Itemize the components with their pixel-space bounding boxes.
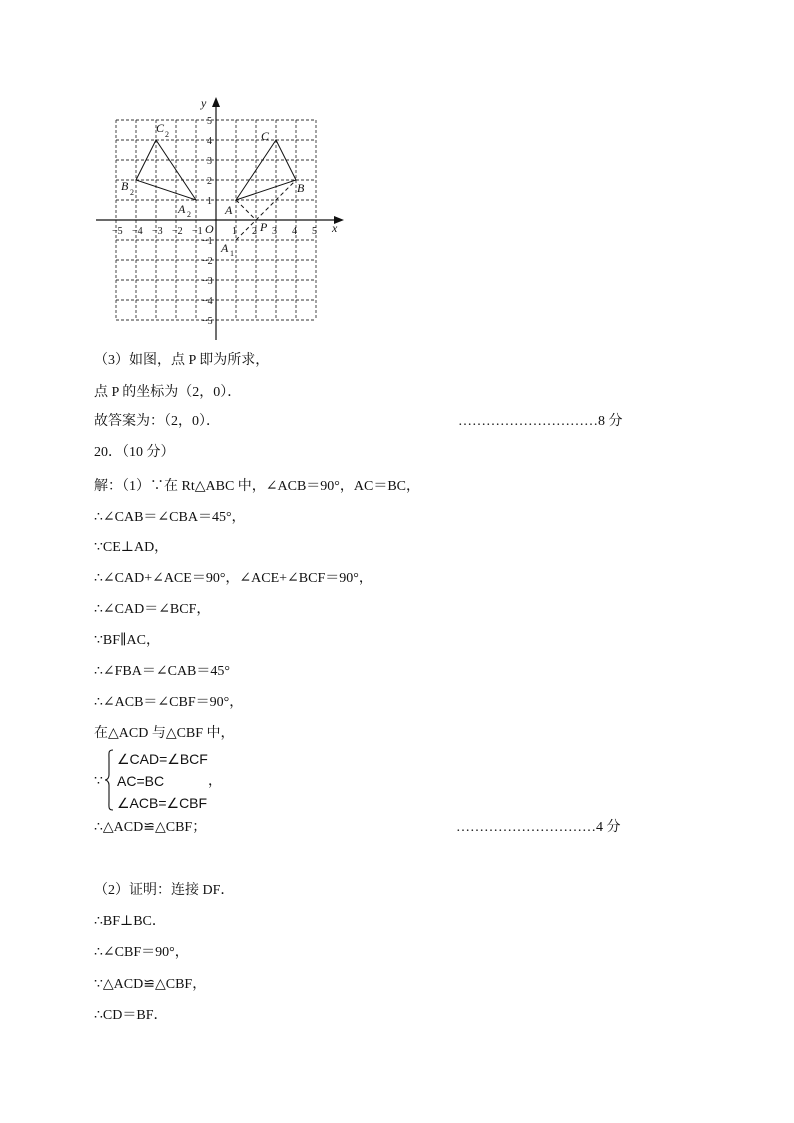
x-tick-label: −1 (192, 226, 203, 237)
point-label-a1-sub: 1 (230, 249, 234, 258)
y-tick-label: 4 (207, 136, 212, 147)
point-label-a: A (225, 203, 233, 217)
point-label-a1: A (221, 241, 229, 255)
text-line: ∴∠ACB＝∠CBF＝90°， (94, 695, 244, 710)
system-tail: ， (208, 774, 222, 789)
text-line: 故答案为：（2，0）． (94, 414, 220, 429)
point-label-a2: A (178, 202, 186, 216)
y-tick-label: 5 (207, 116, 212, 127)
y-tick-label: 2 (207, 176, 212, 187)
x-tick-label: 1 (232, 226, 237, 237)
because-symbol: ∵ (94, 774, 103, 789)
y-axis-arrow (212, 97, 220, 107)
text-line: ∴∠CAD＝∠BCF， (94, 602, 211, 617)
x-tick-label: 5 (312, 226, 317, 237)
system-row: ∠CAD=∠BCF (117, 751, 208, 767)
point-label-a2-sub: 2 (187, 210, 191, 219)
y-tick-label: −3 (202, 276, 213, 287)
origin-label: O (205, 222, 214, 236)
triangle-a2b2c2 (136, 140, 196, 200)
dashed-a-p (236, 200, 256, 220)
x-tick-label: 2 (252, 226, 257, 237)
x-tick-label: 3 (272, 226, 277, 237)
text-line: ∴△ACD≌△CBF； (94, 820, 207, 835)
text-line: ∴∠CBF＝90°， (94, 945, 189, 960)
text-line: （2）证明：连接 DF． (94, 883, 235, 898)
point-label-c2: C (156, 121, 165, 135)
question-number: 20．（10 分） (94, 445, 175, 460)
system-row: AC=BC (117, 773, 165, 789)
x-tick-label: −3 (152, 226, 163, 237)
text-line: ∵△ACD≌△CBF， (94, 977, 207, 992)
score-mark: …………………………8 分 (458, 414, 623, 429)
x-axis-label: x (332, 221, 338, 235)
y-tick-label: −1 (202, 236, 213, 247)
equation-system (94, 749, 254, 813)
point-label-b2: B (121, 179, 129, 193)
text-line: ∴∠CAB＝∠CBA＝45°， (94, 510, 246, 525)
point-label-c2-sub: 2 (165, 130, 169, 139)
text-line: 在△ACD 与△CBF 中， (94, 726, 235, 741)
left-brace-icon (104, 749, 114, 811)
text-line: （3）如图，点 P 即为所求， (94, 353, 270, 368)
point-label-c: C (261, 129, 270, 143)
x-tick-label: −2 (172, 226, 183, 237)
text-line: ∴∠CAD+∠ACE＝90°，∠ACE+∠BCF＝90°， (94, 571, 373, 586)
y-tick-label: 1 (207, 196, 212, 207)
y-tick-label: −4 (202, 296, 213, 307)
y-tick-label: 3 (207, 156, 212, 167)
text-line: ∵BF∥AC， (94, 633, 160, 648)
x-tick-label: −5 (112, 226, 123, 237)
y-axis-label: y (201, 96, 207, 110)
y-tick-label: −2 (202, 256, 213, 267)
text-line: ∴BF⊥BC． (94, 914, 166, 929)
x-tick-label: 4 (292, 226, 297, 237)
system-row: ∠ACB=∠CBF (117, 795, 208, 811)
point-label-p: P (260, 220, 268, 234)
x-tick-label: −4 (132, 226, 143, 237)
coordinate-graph (92, 92, 352, 347)
point-label-b2-sub: 2 (130, 188, 134, 197)
tick-labels (112, 116, 317, 327)
text-line: 点 P 的坐标为（2，0）． (94, 385, 242, 400)
text-line: ∴∠FBA＝∠CAB＝45° (94, 664, 230, 679)
text-line: 解：（1）∵在 Rt△ABC 中，∠ACB＝90°，AC＝BC， (94, 479, 421, 494)
text-line: ∴CD＝BF． (94, 1008, 168, 1023)
point-label-b: B (297, 181, 305, 195)
triangle-abc (236, 140, 296, 200)
text-line: ∵CE⊥AD， (94, 540, 169, 555)
y-tick-label: −5 (202, 316, 213, 327)
score-mark: …………………………4 分 (456, 820, 621, 835)
